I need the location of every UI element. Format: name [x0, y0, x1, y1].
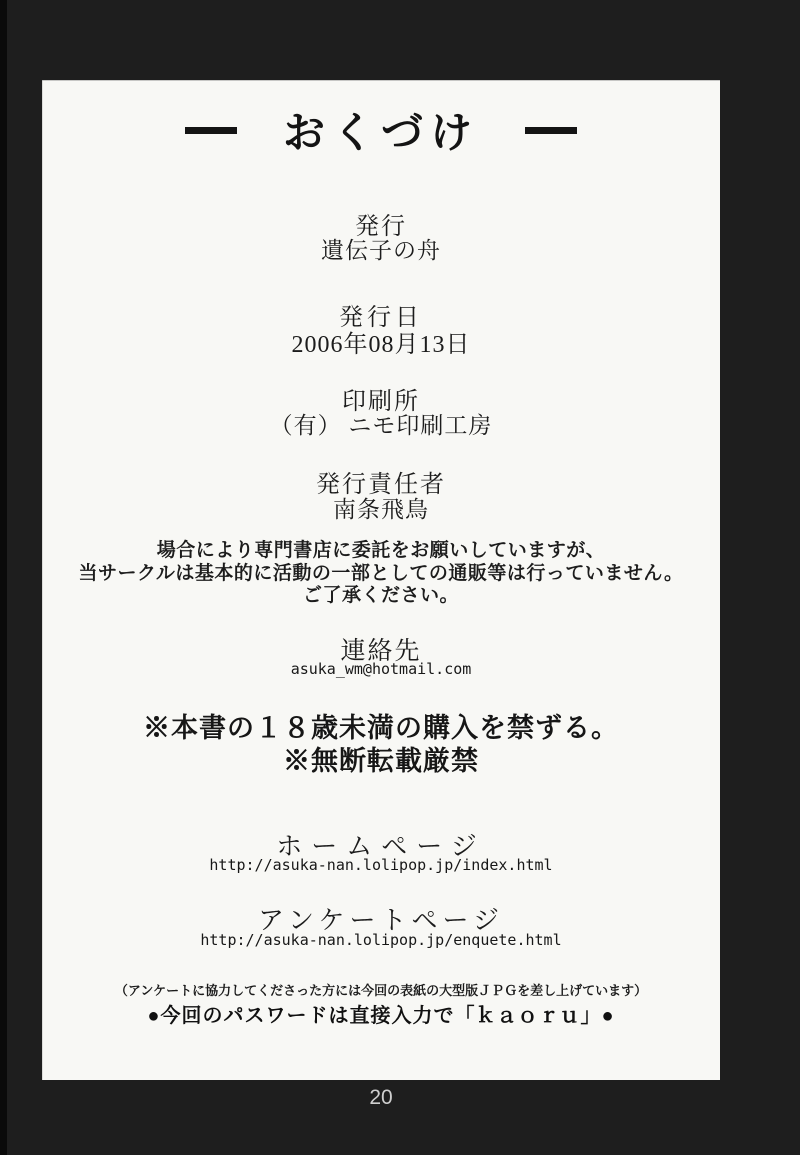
notice-line-3: ご了承ください。 — [302, 585, 459, 606]
contact-email: asuka_wm@hotmail.com — [290, 660, 472, 678]
responsible-name: 南条飛鳥 — [333, 497, 429, 522]
age-restriction-warning: ※本書の１８歳未満の購入を禁ずる。 — [143, 713, 619, 743]
title-dash-right — [525, 127, 577, 134]
publisher-name: 遺伝子の舟 — [321, 238, 441, 263]
title-text: おくづけ — [282, 109, 479, 156]
responsible-label: 発行責任者 — [316, 472, 446, 498]
notice-line-1: 場合により専門書店に委託をお願いしていますが、 — [156, 540, 606, 561]
colophon-title — [42, 100, 720, 160]
issue-date-label: 発行日 — [339, 305, 423, 331]
footnote-password: ●今回のパスワードは直接入力で「ｋａｏｒｕ」● — [147, 1005, 615, 1027]
printer-name: （有） ニモ印刷工房 — [269, 413, 493, 438]
footnote-jpg-gift: （アンケートに協力してくださった方には今回の表紙の大型版ＪＰＧを差し上げています） — [114, 983, 648, 998]
title-dash-left — [185, 127, 237, 134]
printer-label: 印刷所 — [342, 389, 420, 415]
no-reprint-warning: ※無断転載厳禁 — [283, 746, 479, 776]
notice-line-2: 当サークルは基本的に活動の一部としての通販等は行っていません。 — [78, 562, 684, 584]
distribution-notice — [42, 540, 720, 608]
book-spine-shadow — [0, 0, 7, 1155]
enquete-url: http://asuka-nan.lolipop.jp/enquete.html — [200, 931, 562, 949]
issue-date-value: 2006年08月13日 — [291, 332, 471, 358]
colophon-paper-sheet — [42, 80, 720, 1080]
contact-label: 連絡先 — [340, 638, 422, 665]
homepage-label: ホームページ — [276, 832, 486, 861]
publisher-label: 発行 — [355, 214, 407, 240]
page-number: 20 — [369, 1086, 393, 1109]
enquete-label: アンケートページ — [258, 906, 504, 935]
homepage-url: http://asuka-nan.lolipop.jp/index.html — [209, 856, 553, 874]
